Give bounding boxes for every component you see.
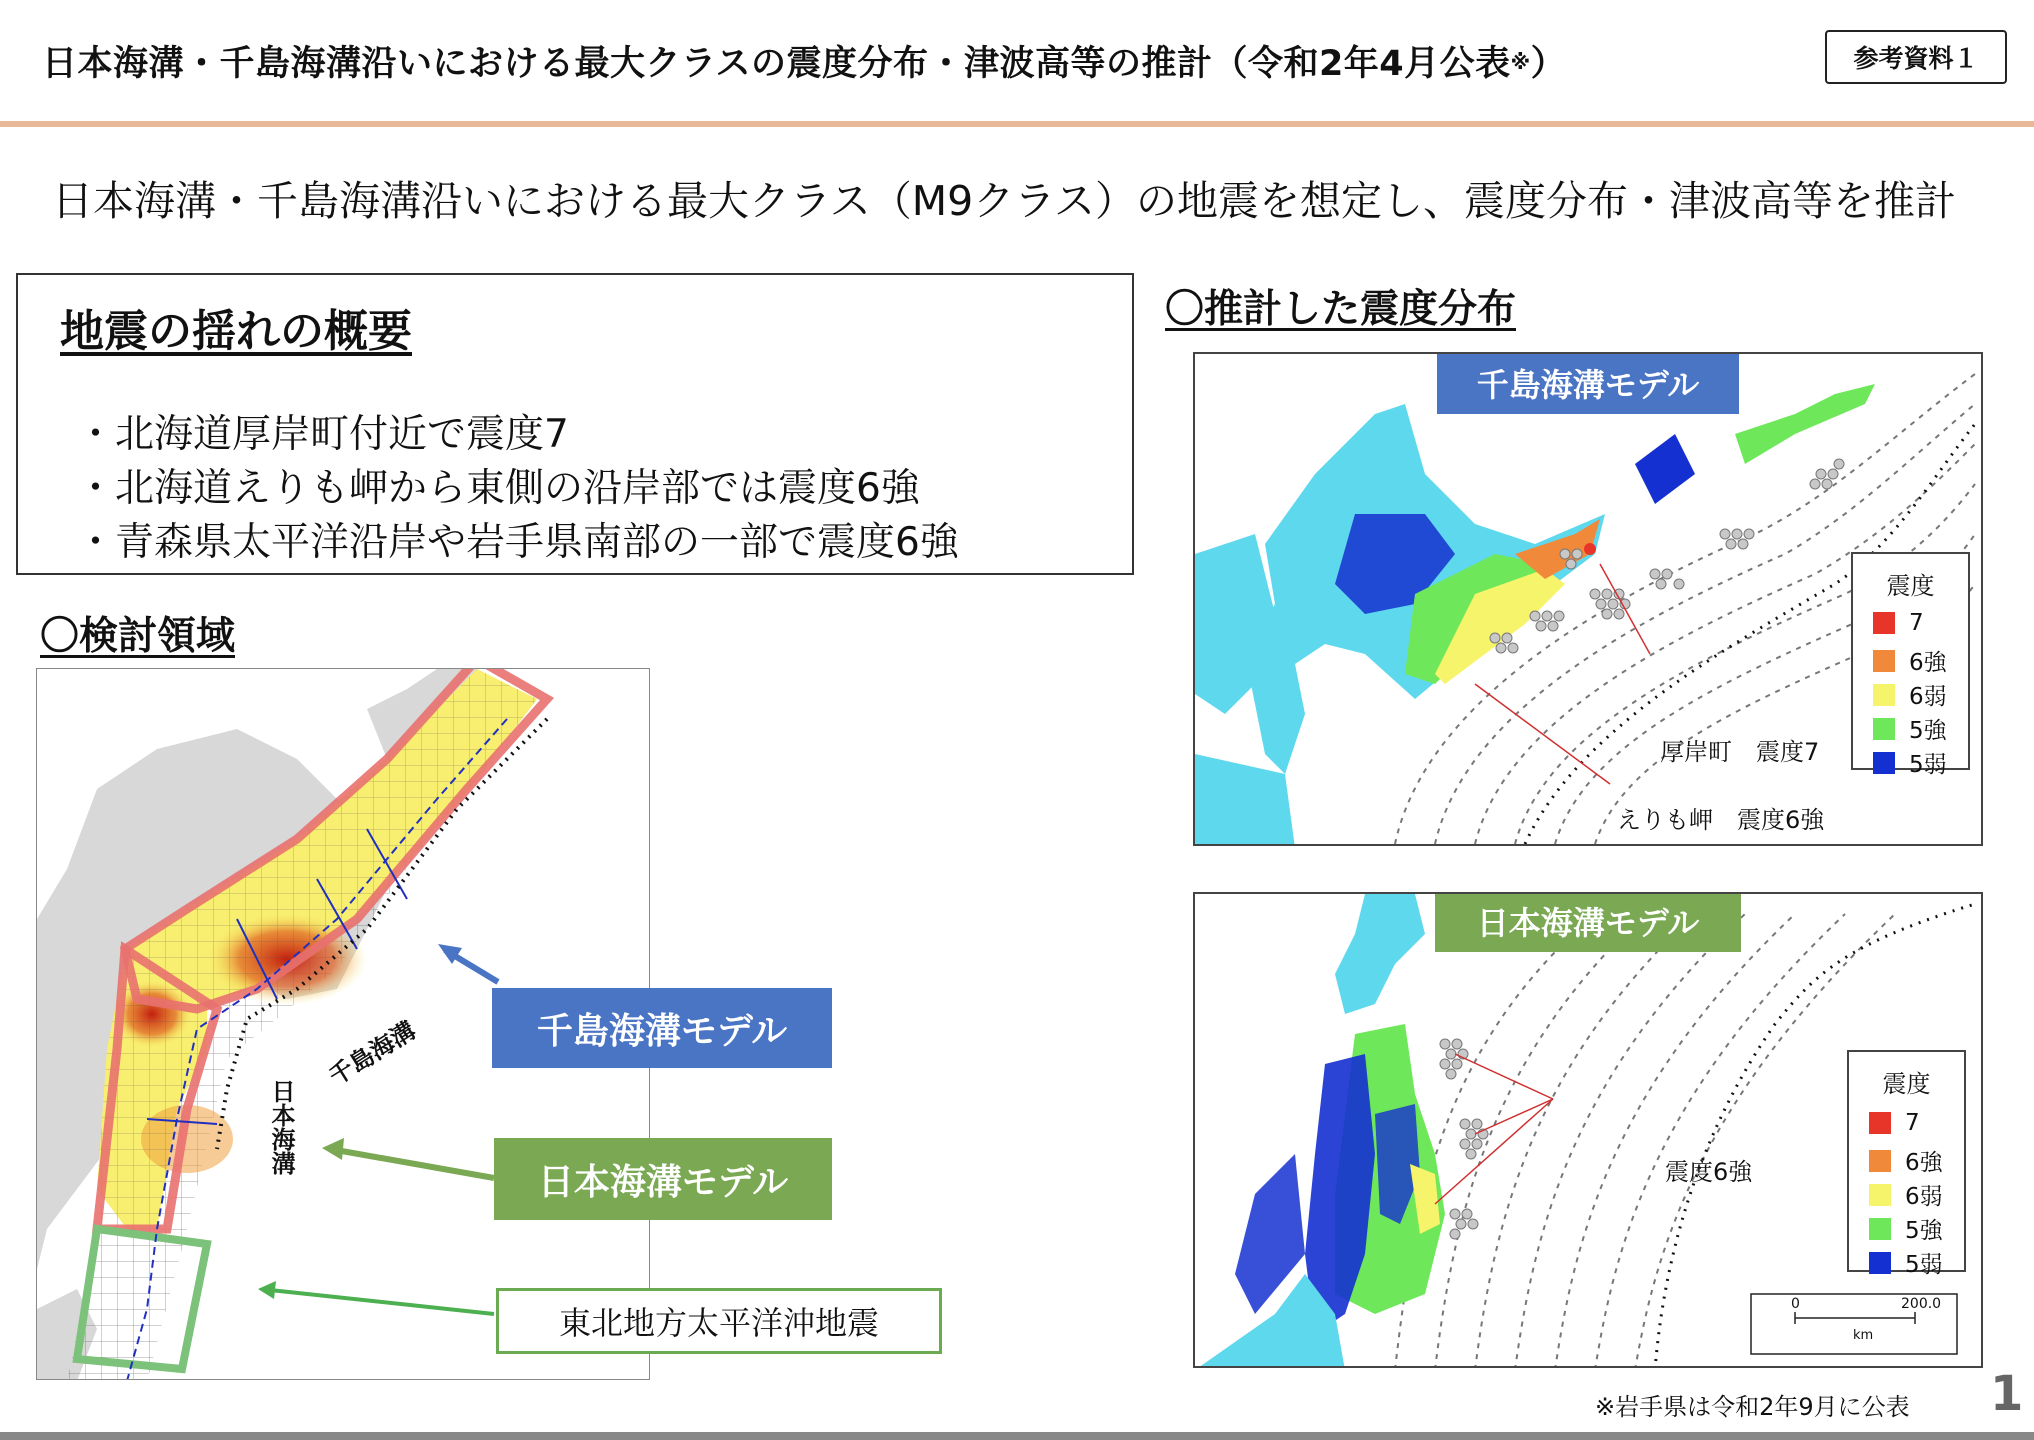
- study-area-heading: 〇検討領域: [40, 614, 236, 659]
- kuril-map-tag: 千島海溝モデル: [1437, 352, 1739, 414]
- legend-item-7: [1869, 1110, 1920, 1136]
- bottom-divider: [0, 1432, 2034, 1440]
- isodepth-contours: [1395, 914, 1895, 1368]
- legend-item-6lower: [1873, 678, 1947, 711]
- ann-leader-1: [1455, 1054, 1553, 1099]
- legend-label: 5強: [1905, 1218, 1943, 1244]
- kuril-trench-label: 千島海溝: [324, 1016, 421, 1091]
- summary-bullet: ・北海道えりも岬から東側の沿岸部では震度6強: [76, 466, 920, 511]
- akkeshi-annotation: 厚岸町 震度7: [1660, 738, 1820, 766]
- title-note-mark: ※: [1510, 50, 1531, 74]
- erimo-leader: [1475, 684, 1610, 784]
- scale-zero: 0: [1791, 1296, 1800, 1312]
- legend-swatch-5lower: [1869, 1252, 1891, 1274]
- legend-label: 6弱: [1905, 1184, 1943, 1210]
- japan-intensity-map: [1193, 892, 1983, 1368]
- scale-max: 200.0: [1901, 1296, 1942, 1312]
- japan-map-tag: 日本海溝モデル: [1435, 892, 1741, 952]
- legend-label: 5弱: [1909, 752, 1947, 778]
- island-chain: [1735, 384, 1875, 464]
- summary-heading: 地震の揺れの概要: [60, 306, 412, 357]
- hokkaido-south: [1335, 894, 1425, 1014]
- legend-label: 6強: [1905, 1150, 1943, 1176]
- legend-label: 5弱: [1905, 1252, 1943, 1278]
- intensity-heading: 〇推計した震度分布: [1165, 287, 1517, 332]
- legend-item-7: [1873, 610, 1924, 636]
- legend-label: 7: [1909, 610, 1924, 636]
- tohoku-callout: 東北地方太平洋沖地震: [496, 1288, 942, 1354]
- header-divider: [0, 121, 2034, 127]
- legend-swatch-6upper: [1873, 650, 1895, 672]
- kuril-intensity-map: [1193, 352, 1983, 846]
- legend-item-6upper: [1869, 1144, 1943, 1177]
- island-1: [1635, 434, 1695, 504]
- ann-leader-3: [1435, 1099, 1553, 1204]
- legend-item-6lower: [1869, 1178, 1943, 1211]
- lead-text: 日本海溝・千島海溝沿いにおける最大クラス（M9クラス）の地震を想定し、震度分布・津波高等を推計: [52, 177, 1956, 225]
- kuril-model-callout: 千島海溝モデル: [492, 988, 832, 1068]
- page-title: [42, 36, 1566, 86]
- japan-annotation: 震度6強: [1665, 1158, 1753, 1186]
- legend-swatch-6upper: [1869, 1150, 1891, 1172]
- legend-title: 震度: [1882, 1070, 1931, 1098]
- japan-trench-label: 日本海溝: [267, 1079, 295, 1175]
- summary-bullet: ・青森県太平洋沿岸や岩手県南部の一部で震度6強: [76, 520, 959, 565]
- footnote: ※岩手県は令和2年9月に公表: [1595, 1393, 1910, 1421]
- legend-label: 7: [1905, 1110, 1920, 1136]
- kuril-legend: [1851, 552, 1970, 778]
- erimo-annotation: えりも岬 震度6強: [1617, 806, 1825, 834]
- slip-patches: [1440, 1039, 1488, 1239]
- legend-swatch-5lower: [1873, 752, 1895, 774]
- legend-label: 6強: [1909, 650, 1947, 676]
- shaking-summary-box: [16, 273, 1134, 575]
- legend-item-5upper: [1873, 712, 1947, 745]
- reference-badge: 参考資料１: [1825, 30, 2007, 84]
- japan-model-callout: 日本海溝モデル: [494, 1138, 832, 1220]
- legend-label: 5強: [1909, 718, 1947, 744]
- ann-leader-2: [1475, 1099, 1553, 1134]
- summary-bullet: ・北海道厚岸町付近で震度7: [76, 412, 569, 457]
- intensity-7-spot: [1584, 543, 1596, 555]
- legend-swatch-7: [1869, 1112, 1891, 1134]
- legend-swatch-6lower: [1873, 684, 1895, 706]
- legend-swatch-5upper: [1869, 1218, 1891, 1240]
- legend-swatch-7: [1873, 612, 1895, 634]
- legend-item-5lower: [1869, 1246, 1943, 1279]
- page-number: 1: [1990, 1366, 2024, 1422]
- title-text: 日本海溝・千島海溝沿いにおける最大クラスの震度分布・津波高等の推計（令和2年4月公表: [42, 44, 1511, 84]
- legend-swatch-5upper: [1873, 718, 1895, 740]
- legend-label: 6弱: [1909, 684, 1947, 710]
- scale-unit: km: [1853, 1328, 1874, 1343]
- legend-item-5upper: [1869, 1212, 1943, 1245]
- legend-swatch-6lower: [1869, 1184, 1891, 1206]
- legend-title: 震度: [1886, 572, 1935, 600]
- legend-item-5lower: [1873, 746, 1947, 779]
- japan-legend: [1847, 1050, 1966, 1278]
- legend-item-6upper: [1873, 644, 1947, 677]
- title-close: ）: [1530, 44, 1567, 84]
